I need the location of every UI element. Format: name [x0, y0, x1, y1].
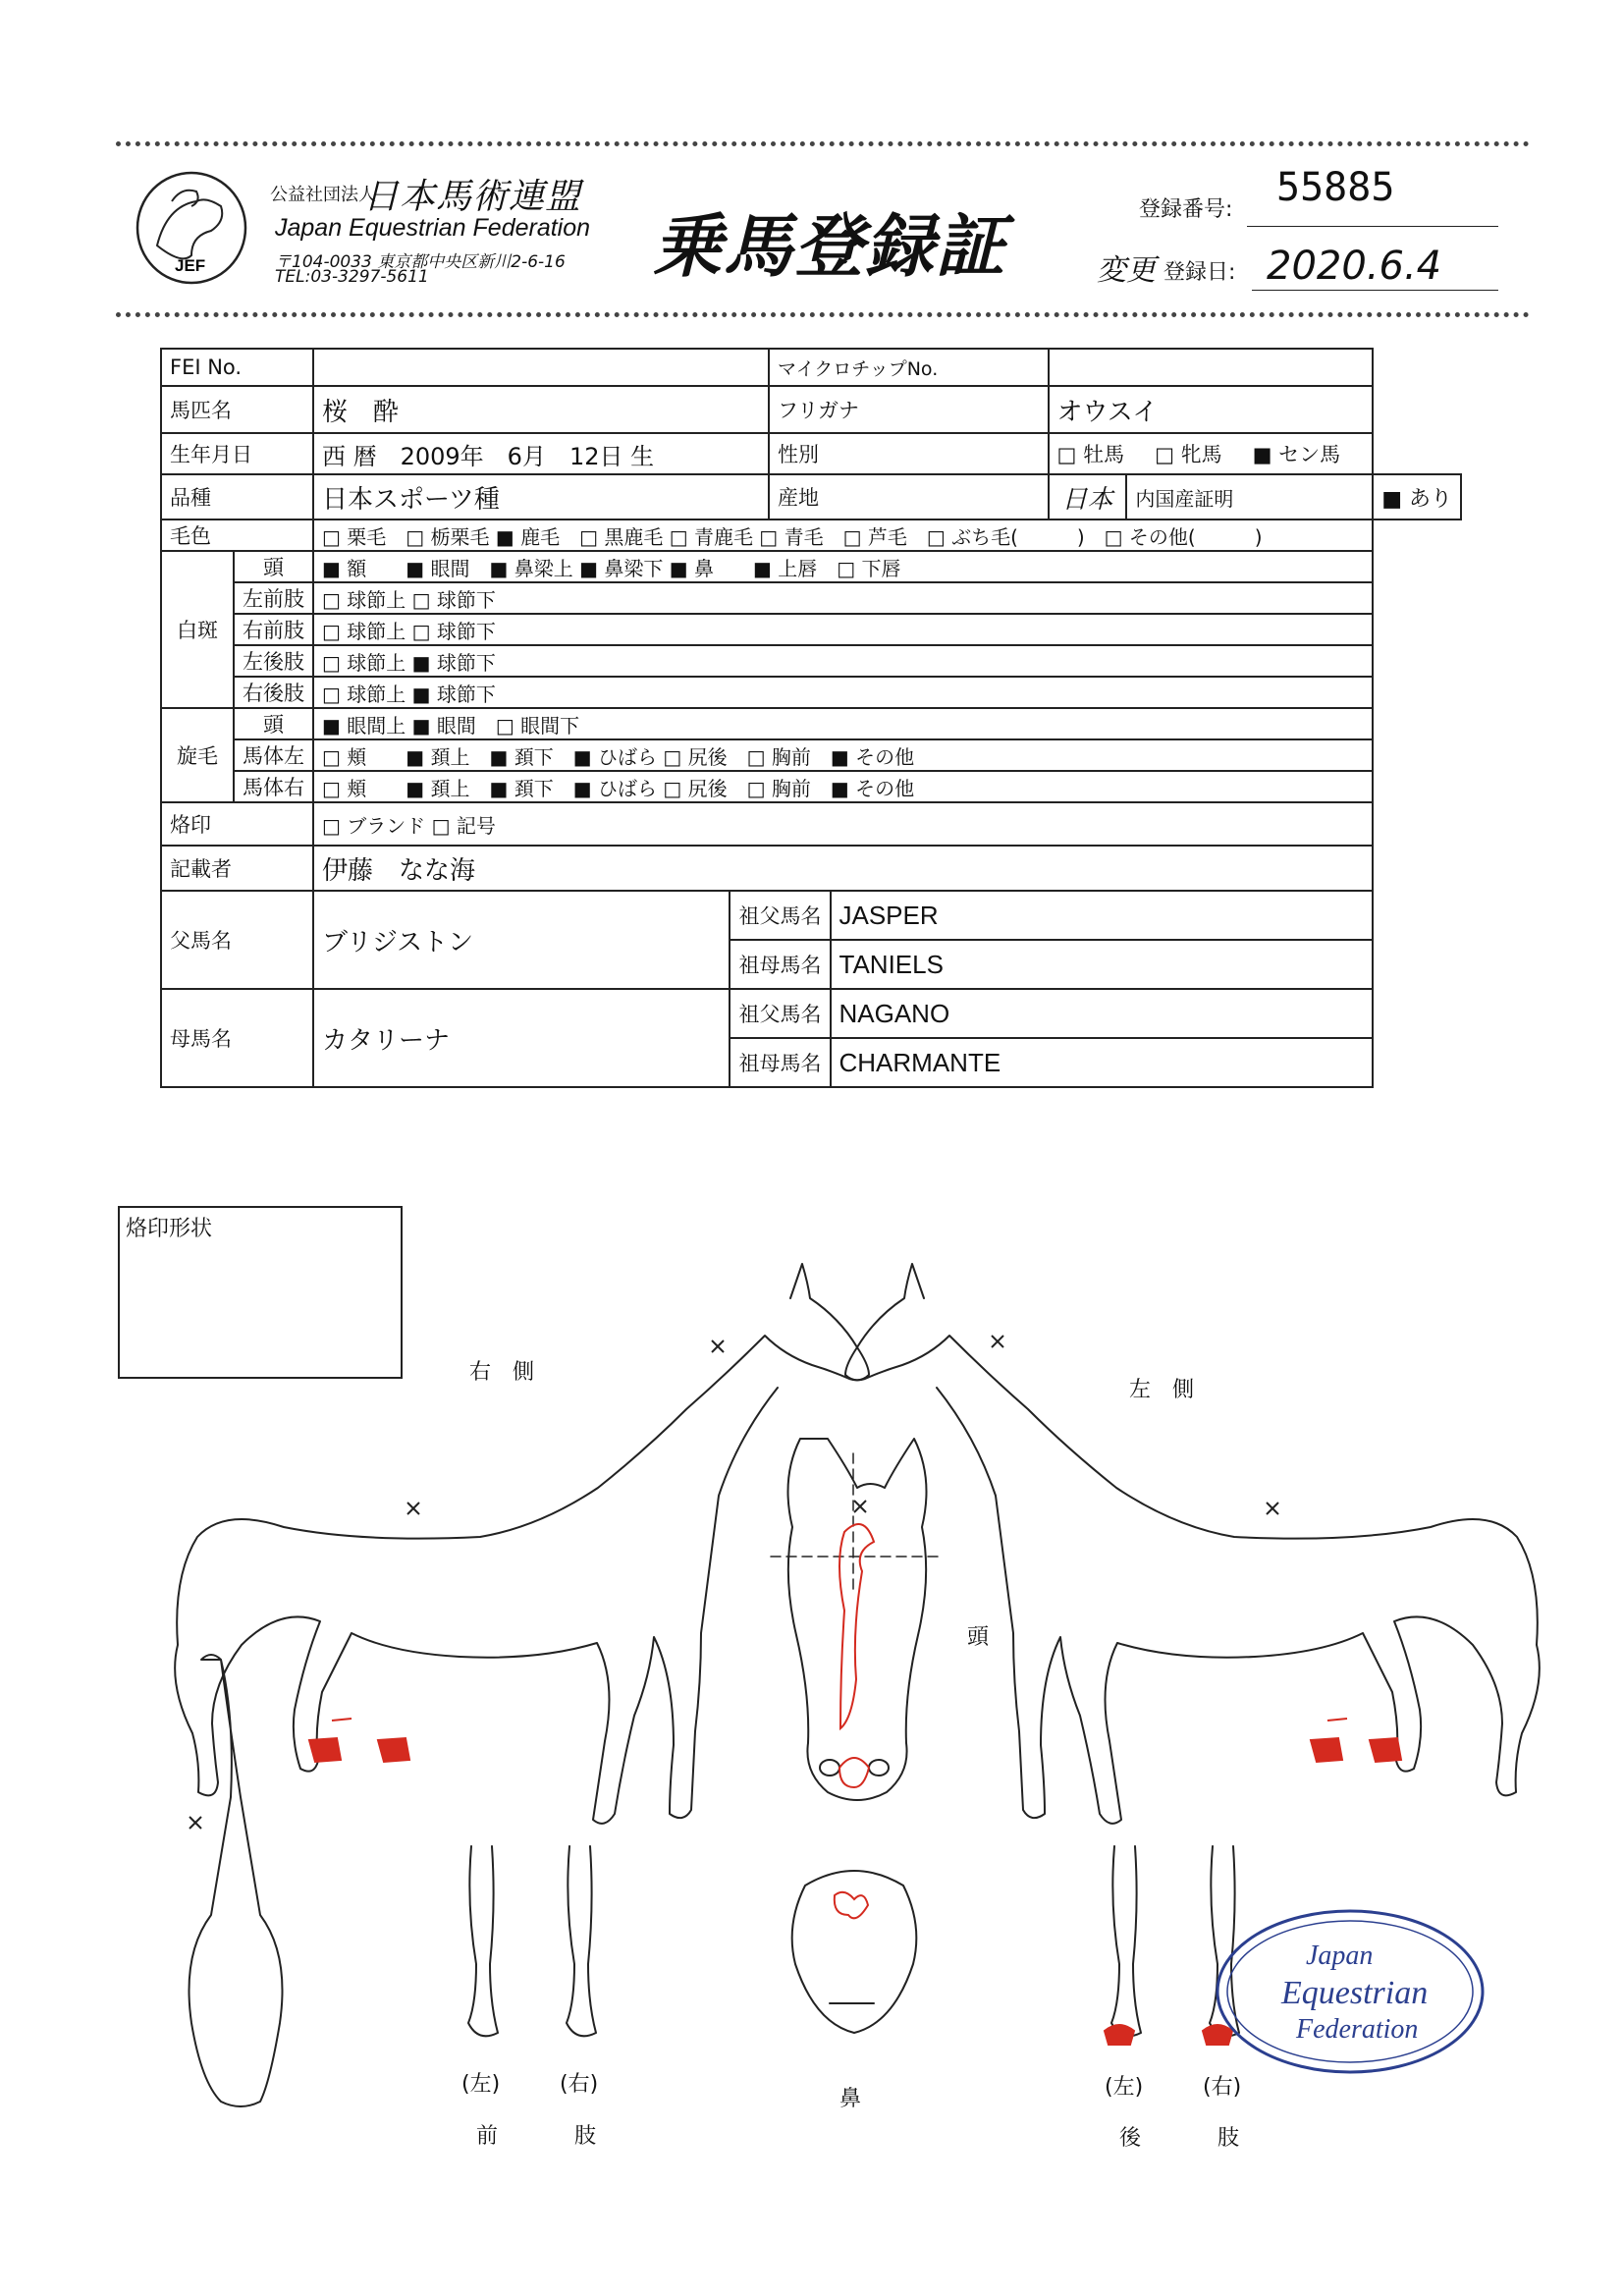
- reg-number-label: 登録番号:: [1139, 197, 1233, 222]
- left-side-horse-outline: [845, 1264, 1540, 1824]
- stamp-line-3: Federation: [1296, 2014, 1419, 2045]
- reg-date-label: 登録日:: [1163, 260, 1236, 285]
- sex-option-gelding[interactable]: ■ セン馬: [1252, 443, 1341, 466]
- whorl-row-part: 馬体左: [234, 739, 313, 771]
- hind-caption-1: 後: [1119, 2126, 1142, 2151]
- white-markings-label: 白斑: [161, 551, 234, 708]
- whorl-marks: [189, 1336, 1278, 1829]
- org-type: 公益社団法人: [270, 185, 376, 205]
- dob-label: 生年月日: [161, 433, 313, 474]
- fore-legs-outline: [468, 1846, 596, 2036]
- coat-value[interactable]: □ 栗毛 □ 栃栗毛 ■ 鹿毛 □ 黒鹿毛 □ 青鹿毛 □ 青毛 □ 芦毛 □ ぶち毛( ) □ その他( ): [313, 519, 1373, 551]
- white-row-value[interactable]: □ 球節上 ■ 球節下: [313, 677, 1373, 708]
- stamp-line-1: Japan: [1306, 1941, 1374, 1971]
- dam-granddam-label: 祖母馬名: [730, 1038, 830, 1087]
- hind-caption-2: 肢: [1217, 2126, 1240, 2151]
- hind-right-label: (右): [1203, 2075, 1242, 2100]
- sex-option-stallion[interactable]: □ 牡馬: [1056, 443, 1125, 466]
- marking-left-hind-1: [1311, 1738, 1342, 1762]
- white-row-part: 右後肢: [234, 677, 313, 708]
- federation-stamp: [1217, 1911, 1483, 2072]
- stamp-line-2: Equestrian: [1281, 1975, 1429, 2011]
- white-row-value[interactable]: □ 球節上 □ 球節下: [313, 614, 1373, 645]
- marking-hind-left-hoof: [1105, 2025, 1134, 2045]
- right-side-label: 右 側: [469, 1360, 535, 1385]
- marking-face-blaze: [839, 1524, 874, 1728]
- sire-value: ブリジストン: [313, 891, 730, 989]
- recorder-label: 記載者: [161, 846, 313, 891]
- hind-left-label: (左): [1105, 2075, 1144, 2100]
- sex-option-mare[interactable]: □ 牝馬: [1155, 443, 1222, 466]
- nose-label: 鼻: [839, 2087, 862, 2111]
- origin-value: 日本: [1049, 474, 1127, 519]
- reg-date-note: 変更: [1097, 253, 1156, 288]
- whorl-row-value[interactable]: □ 頬 ■ 頚上 ■ 頚下 ■ ひばら □ 尻後 □ 胸前 ■ その他: [313, 771, 1373, 802]
- whorl-row-value[interactable]: □ 頬 ■ 頚上 ■ 頚下 ■ ひばら □ 尻後 □ 胸前 ■ その他: [313, 739, 1373, 771]
- sire-granddam-value: TANIELS: [831, 940, 1374, 989]
- fore-left-label: (左): [461, 2072, 501, 2097]
- marking-left-hind-band: [1327, 1719, 1347, 1721]
- reg-date-value: 2020.6.4: [1267, 244, 1442, 289]
- whorl-row-value[interactable]: ■ 眼間上 ■ 眼間 □ 眼間下: [313, 708, 1373, 739]
- fore-caption-1: 前: [476, 2124, 499, 2149]
- right-side-horse-outline: [175, 1264, 869, 1824]
- fei-label: FEI No.: [161, 349, 313, 386]
- white-row-part: 左前肢: [234, 582, 313, 614]
- org-address: 〒104-0033 東京都中央区新川2-6-16: [275, 252, 566, 272]
- brand-label: 烙印: [161, 802, 313, 846]
- marking-left-hind-2: [1370, 1738, 1401, 1762]
- dob-value: 西 暦 2009年 6月 12日 生: [313, 433, 769, 474]
- dam-value: カタリーナ: [313, 989, 730, 1087]
- brand-value[interactable]: □ ブランド □ 記号: [313, 802, 1373, 846]
- dam-granddam-value: CHARMANTE: [831, 1038, 1374, 1087]
- white-row-value[interactable]: □ 球節上 □ 球節下: [313, 582, 1373, 614]
- brand-shape-label: 烙印形状: [126, 1217, 213, 1241]
- furigana-value: オウスイ: [1049, 386, 1374, 433]
- domestic-cert-label: 内国産証明: [1126, 474, 1373, 519]
- document-title: 乗馬登録証: [653, 206, 1006, 287]
- org-name-en: Japan Equestrian Federation: [275, 214, 591, 242]
- dam-label: 母馬名: [161, 989, 313, 1087]
- marking-right-hind-2: [378, 1738, 409, 1762]
- top-view-outline: [189, 1655, 283, 2106]
- logo-text: JEF: [175, 256, 206, 275]
- marking-hind-right-hoof: [1203, 2025, 1232, 2045]
- domestic-cert-value[interactable]: ■ あり: [1373, 474, 1461, 519]
- head-label: 頭: [967, 1625, 990, 1650]
- horse-name-value: 桜 酔: [313, 386, 769, 433]
- dam-grandsire-value: NAGANO: [831, 989, 1374, 1038]
- marking-outlines: [332, 1524, 1347, 1918]
- marking-fills: [309, 1738, 1401, 2045]
- dam-grandsire-label: 祖父馬名: [730, 989, 830, 1038]
- whorl-row-part: 馬体右: [234, 771, 313, 802]
- horse-name-label: 馬匹名: [161, 386, 313, 433]
- sire-grandsire-label: 祖父馬名: [730, 891, 830, 940]
- whorl-label: 旋毛: [161, 708, 234, 802]
- marking-nose-spot: [839, 1758, 869, 1787]
- white-row-value[interactable]: □ 球節上 ■ 球節下: [313, 645, 1373, 677]
- white-row-value[interactable]: ■ 額 ■ 眼間 ■ 鼻梁上 ■ 鼻梁下 ■ 鼻 ■ 上唇 □ 下唇: [313, 551, 1373, 582]
- sire-grandsire-value: JASPER: [831, 891, 1374, 940]
- marking-right-hind-1: [309, 1738, 341, 1762]
- sex-label: 性別: [769, 433, 1049, 474]
- left-side-label: 左 側: [1129, 1378, 1195, 1402]
- org-name-jp: 日本馬術連盟: [363, 177, 582, 217]
- sire-granddam-label: 祖母馬名: [730, 940, 830, 989]
- org-tel: TEL:03-3297-5611: [275, 267, 429, 287]
- reg-number-value: 55885: [1276, 165, 1395, 210]
- nose-outline: [792, 1871, 917, 2033]
- fore-right-label: (右): [560, 2072, 599, 2097]
- microchip-label: マイクロチップNo.: [769, 349, 1049, 386]
- breed-value: 日本スポーツ種: [313, 474, 769, 519]
- sire-label: 父馬名: [161, 891, 313, 989]
- breed-label: 品種: [161, 474, 313, 519]
- white-row-part: 左後肢: [234, 645, 313, 677]
- recorder-value: 伊藤 なな海: [313, 846, 1373, 891]
- coat-label: 毛色: [161, 519, 313, 551]
- marking-nose-view: [835, 1892, 868, 1919]
- fore-caption-2: 肢: [574, 2124, 597, 2149]
- white-row-part: 右前肢: [234, 614, 313, 645]
- origin-label: 産地: [769, 474, 1049, 519]
- whorl-row-part: 頭: [234, 708, 313, 739]
- white-row-part: 頭: [234, 551, 313, 582]
- marking-right-hind-band: [332, 1719, 352, 1721]
- furigana-label: フリガナ: [769, 386, 1049, 433]
